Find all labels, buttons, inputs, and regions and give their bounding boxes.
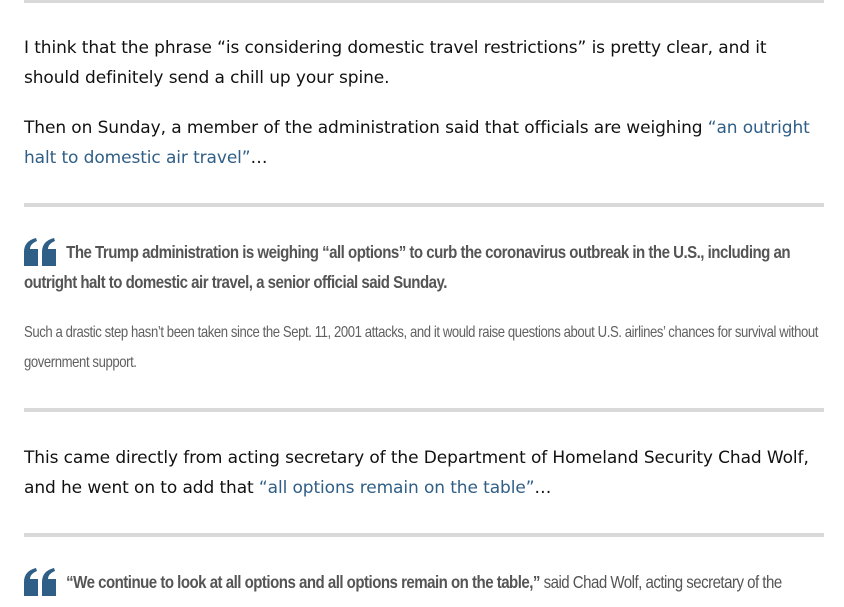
- blockquote-body: Such a drastic step hasn’t been taken since the Sept. 11, 2001 attacks, and it would raise questions about U.S. airlines’ chances for survival without government support.: [24, 324, 818, 371]
- blockquote: [24, 567, 824, 597]
- paragraph-text: …: [250, 148, 268, 168]
- blockquote: [24, 237, 824, 378]
- paragraph-text: Then on Sunday, a member of the administration said that officials are weighing: [24, 118, 708, 138]
- paragraph: [24, 443, 824, 503]
- paragraph-text: This came directly from acting secretary of the Department of Homeland Security Chad Wolf, and he went on to add that: [24, 448, 809, 498]
- divider: [24, 203, 824, 207]
- paragraph: I think that the phrase “is considering domestic travel restrictions” is pretty clear, and it should definitely send a chill up your spine.: [24, 38, 767, 88]
- blockquote-lead: [24, 237, 824, 297]
- divider: [24, 0, 824, 3]
- paragraph-text: …: [534, 478, 552, 498]
- blockquote-lead: [24, 567, 824, 597]
- blockquote-lead-text: The Trump administration is weighing “all options” to curb the coronavirus outbreak in the U.S., including an outright halt to domestic air travel, a senior official said Sunday.: [24, 242, 791, 292]
- blockquote-lead-bold: “We continue to look at all options and all options remain on the table,”: [66, 572, 540, 592]
- divider: [24, 533, 824, 537]
- blockquote-lead-plain: said Chad Wolf, acting secretary of the: [539, 572, 782, 592]
- quote-link[interactable]: “an outright halt to domestic air travel”: [24, 118, 810, 168]
- divider: [24, 408, 824, 412]
- quote-link[interactable]: “all options remain on the table”: [258, 478, 535, 498]
- paragraph: [24, 113, 824, 173]
